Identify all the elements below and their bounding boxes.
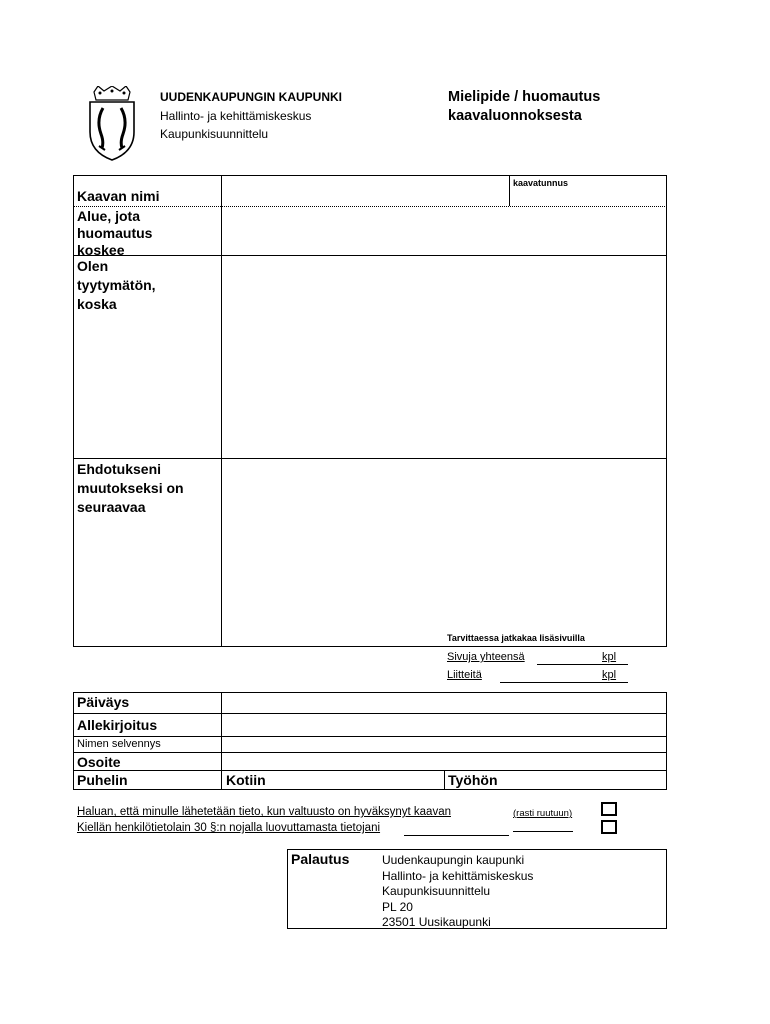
document-title-line2: kaavaluonnoksesta	[448, 108, 582, 124]
org-unit: Kaupunkisuunnittelu	[160, 127, 269, 141]
document-title-line1: Mielipide / huomautus	[448, 89, 601, 105]
return-line-4: PL 20	[382, 899, 413, 914]
coat-of-arms-icon	[84, 86, 140, 162]
return-line-5: 23501 Uusikaupunki	[382, 915, 491, 929]
proposal-field[interactable]	[223, 460, 665, 630]
proposal-label: Ehdotukseni muutokseksi on seuraavaa	[77, 461, 184, 515]
area-field[interactable]	[223, 208, 665, 254]
notify-checkbox[interactable]	[601, 802, 617, 816]
deny-checkbox[interactable]	[601, 820, 617, 834]
continue-note: Tarvittaessa jatkakaa lisäsivuilla	[447, 633, 585, 643]
return-line-3: Kaupunkisuunnittelu	[382, 884, 491, 898]
signature-label: Allekirjoitus	[77, 717, 158, 733]
plan-name-label: Kaavan nimi	[77, 188, 160, 204]
pages-total-unit: kpl	[602, 651, 617, 663]
check-hint: (rasti ruutuun)	[513, 808, 573, 819]
plan-name-field[interactable]	[223, 177, 507, 205]
address-field[interactable]	[223, 754, 665, 769]
attachments-unit: kpl	[602, 669, 617, 681]
signature-field[interactable]	[223, 715, 665, 735]
date-field[interactable]	[223, 694, 665, 712]
work-phone-label: Työhön	[448, 772, 498, 788]
plan-code-field[interactable]	[511, 190, 665, 205]
notify-option-text: Haluan, että minulle lähetetään tieto, kun valtuusto on hyväksynyt kaavan	[77, 806, 451, 818]
return-line-1: Uudenkaupungin kaupunki	[382, 853, 525, 867]
attachments-label: Liitteitä	[447, 669, 482, 681]
pages-total-label: Sivuja yhteensä	[447, 651, 525, 663]
address-label: Osoite	[77, 754, 121, 770]
dissatisfied-label: Olen tyytymätön, koska	[77, 258, 156, 312]
name-clarification-field[interactable]	[223, 738, 665, 751]
deny-option-text: Kiellän henkilötietolain 30 §:n nojalla luovuttamasta tietojani	[77, 822, 381, 834]
home-phone-field[interactable]	[280, 772, 442, 789]
home-phone-label: Kotiin	[226, 772, 266, 788]
org-name: UUDENKAUPUNGIN KAUPUNKI	[160, 90, 343, 104]
return-line-2: Hallinto- ja kehittämiskeskus	[382, 868, 534, 883]
date-label: Päiväys	[77, 694, 130, 710]
return-address	[382, 853, 533, 931]
return-label: Palautus	[291, 851, 350, 867]
document-title	[448, 88, 600, 126]
name-clarification-label: Nimen selvennys	[77, 738, 161, 750]
dissatisfied-field[interactable]	[223, 257, 665, 457]
area-label: Alue, jota huomautus koskee	[77, 208, 153, 258]
plan-code-label: kaavatunnus	[513, 178, 569, 188]
phone-label: Puhelin	[77, 772, 128, 788]
org-dept: Hallinto- ja kehittämiskeskus	[160, 109, 312, 123]
work-phone-field[interactable]	[505, 772, 665, 789]
